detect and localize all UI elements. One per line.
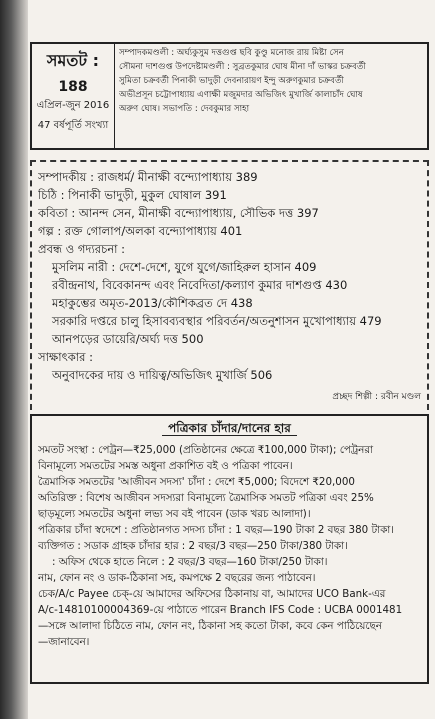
toc-item: মুসলিম নারী : দেশে-দেশে, যুগে যুগে/জাহিরুল হাসান 409: [52, 260, 317, 274]
rates-line: A/c-14810100004369-য়ে পাঠাতে পারেন Branch IFS Code : UCBA 0001481: [38, 604, 403, 616]
toc-item: সরকারি দপ্তরে চালু হিসাবব্যবস্থার পরিবর্তন/অতনুশাসন মুখোপাধ্যায় 479: [52, 314, 382, 328]
subscription-rates-box: [30, 414, 429, 684]
rates-line: নাম, ফোন নং ও ডাক-ঠিকানা সহ, কমপক্ষে 2 বছরের জন্য পাঠাবেন।: [38, 572, 316, 584]
rates-line: —সঙ্গে আলাদা চিঠিতে নাম, ফোন নং, ঠিকানা সহ কতো টাকা, কবে কেন পাঠিয়েছেন: [38, 620, 382, 632]
rates-line: : অফিস থেকে হাতে নিলে : 2 বছর/3 বছর—160 টাকা/250 টাকা।: [52, 556, 328, 568]
rates-line: ত্রৈমাসিক সমতটের 'আজীবন সদস্য' চাঁদা : দেশে ₹5,000; বিদেশে ₹20,000: [38, 476, 355, 488]
toc-item: গল্প : রক্ত গোলাপ/অলকা বন্দ্যোপাধ্যায় 401: [38, 224, 243, 238]
toc-item: চিঠি : পিনাকী ভাদুড়ী, মুকুল ঘোষাল 391: [38, 188, 227, 202]
rates-line: বিনামূল্যে সমতটের সমস্ত অধুনা প্রকাশিত বই ও পত্রিকা পাবেন।: [38, 460, 293, 472]
rates-title-text: পত্রিকার চাঁদার/দানের হার: [162, 421, 297, 436]
toc-item: অনুবাদকের দায় ও দায়িত্ব/অভিজিৎ মুখার্জি 506: [52, 368, 273, 382]
editorial-line: অরুণ ঘোষ। সভাপতি : দেবকুমার সাহা: [119, 104, 250, 114]
toc-item: আনপড়ের ডায়েরি/অর্ঘ্য দত্ত 500: [52, 332, 204, 346]
issue-number: 188: [58, 79, 88, 95]
toc-item: সম্পাদকীয় : রাজধর্ম/ মীনাক্ষী বন্দ্যোপাধ্যায় 389: [38, 170, 258, 184]
rates-line: অতিরিক্ত : বিশেষ আজীবন সদস্যরা বিনামূল্যে ত্রৈমাসিক সমতট পত্রিকা এবং 25%: [38, 492, 374, 504]
masthead-left: [32, 44, 115, 148]
toc-item: রবীন্দ্রনাথ, বিবেকানন্দ এবং নিবেদিতা/কল্যাণ কুমার দাশগুপ্ত 430: [52, 278, 348, 292]
rates-line: পত্রিকার চাঁদা স্বদেশে : প্রতিষ্ঠানগত সদস্য চাঁদা : 1 বছর—190 টাকা 2 বছর 380 টাকা।: [38, 524, 394, 536]
rates-line: সমতট সংস্থা : পেট্রন—₹25,000 (প্রতিষ্ঠানের ক্ষেত্রে ₹100,000 টাকা); পেট্রনরা: [38, 444, 373, 456]
rates-line: ছাড়মূল্যে সমতটের অধুনা লভ্য সব বই পাবেন (ডাক খরচ আলাদা)।: [38, 508, 311, 520]
toc-item: মহাকুম্ভের অমৃত-2013/কৌশিকব্রত দে 438: [52, 296, 253, 310]
rates-line: —জানাবেন।: [38, 636, 90, 648]
editorial-board: [115, 44, 427, 148]
toc-section-heading: সাক্ষাৎকার :: [38, 350, 93, 364]
toc-section-heading: প্রবন্ধ ও গদ্যরচনা :: [38, 242, 126, 256]
issue-date: এপ্রিল-জুন 2016: [36, 100, 110, 111]
rates-title: [38, 420, 421, 436]
editorial-line: সম্পাদকমণ্ডলী : অর্ঘ্যকুসুম দত্তগুপ্ত ছবি কুণ্ডু মনোজ রায় মিষ্টা সেন: [119, 48, 344, 58]
cover-artist-credit: প্রচ্ছদ শিল্পী : রবীন মণ্ডল: [332, 392, 421, 402]
special-issue-label: 47 বর্ষপূর্তি সংখ্যা: [37, 120, 109, 131]
toc-item: কবিতা : আনন্দ সেন, মীনাক্ষী বন্দ্যোপাধ্যায়, সৌভিক দত্ত 397: [38, 206, 319, 220]
editorial-line: সৌমনা দাশগুপ্ত উপদেষ্টামণ্ডলী : সুব্রতকুমার ঘোষ মীনা দাঁ ভাস্কর চক্রবর্তী: [119, 62, 366, 72]
masthead: [30, 42, 429, 150]
rates-line: ব্যক্তিগত : সডাক গ্রাহক চাঁদার হার : 2 বছর/3 বছর—250 টাকা/380 টাকা।: [38, 540, 348, 552]
magazine-name: সমতট :: [46, 51, 100, 70]
rates-line: চেক/A/c Payee চেক্-য়ে আমাদের অফিসের ঠিকানায় বা, আমাদের UCO Bank-এর: [38, 588, 386, 600]
table-of-contents: [30, 160, 429, 410]
editorial-line: সুমিতা চক্রবর্তী পিনাকী ভাদুড়ী দেবনারায়ণ ইন্দু অরুণকুমার চক্রবর্তী: [119, 76, 344, 86]
page-binding-shadow: [0, 0, 28, 719]
editorial-line: অভীপ্রসূন চট্টোপাধ্যায় এণাক্ষী মজুমদার অভিজিৎ মুখার্জি কালাচাঁদ ঘোষ: [119, 90, 363, 100]
